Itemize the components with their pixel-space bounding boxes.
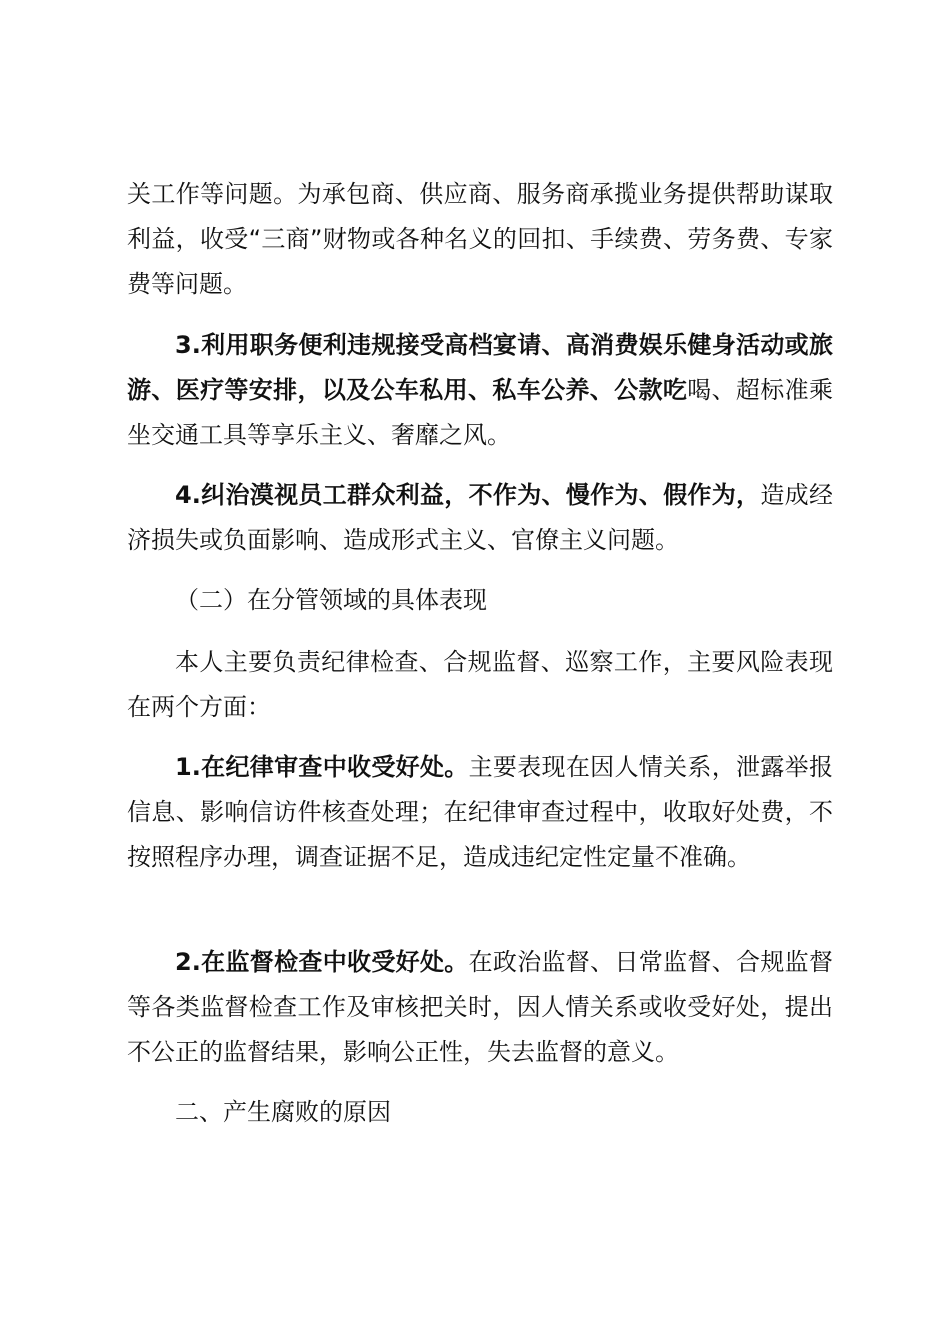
paragraph-risk-1 [127, 745, 833, 880]
paragraph-continuation [127, 172, 833, 307]
paragraph-item-3 [127, 323, 833, 458]
section-heading-2 [127, 578, 833, 623]
paragraph-text: 关工作等问题。为承包商、供应商、服务商承揽业务提供帮助谋取利益，收受“三商”财物或各种名义的回扣、手续费、劳务费、专家费等问题。 [127, 180, 833, 298]
risk-2-heading: 2.在监督检查中收受好处。 [175, 948, 469, 976]
paragraph-risk-2 [127, 940, 833, 1075]
chapter-heading-text: 二、产生腐败的原因 [175, 1098, 391, 1126]
intro-text: 本人主要负责纪律检查、合规监督、巡察工作，主要风险表现在两个方面： [127, 648, 833, 721]
risk-2-text: 在政治监督、日常监督、合规监督等各类监督检查工作及审核把关时，因人情关系或收受好处，提出不公正的监督结果，影响公正性，失去监督的意义。 [127, 948, 833, 1066]
risk-1-heading: 1.在纪律审查中收受好处。 [175, 753, 469, 781]
item-4-text: 造成经济损失或负面影响、造成形式主义、官僚主义问题。 [127, 481, 833, 554]
risk-1-text: 主要表现在因人情关系，泄露举报信息、影响信访件核查处理；在纪律审查过程中，收取好处费，不按照程序办理，调查证据不足，造成违纪定性定量不准确。 [127, 753, 833, 871]
item-3-text: 喝、超标准乘坐交通工具等享乐主义、奢靡之风。 [127, 376, 834, 449]
paragraph-intro [127, 640, 833, 730]
item-3-heading: 3.利用职务便利违规接受高档宴请、高消费娱乐健身活动或旅游、医疗等安排，以及公车私用、私车公养、公款吃 [127, 331, 833, 404]
section-heading-text: （二）在分管领域的具体表现 [175, 586, 487, 614]
paragraph-item-4 [127, 473, 833, 563]
chapter-heading-2 [127, 1090, 833, 1135]
item-4-heading: 4.纠治漠视员工群众利益，不作为、慢作为、假作为， [175, 481, 761, 509]
